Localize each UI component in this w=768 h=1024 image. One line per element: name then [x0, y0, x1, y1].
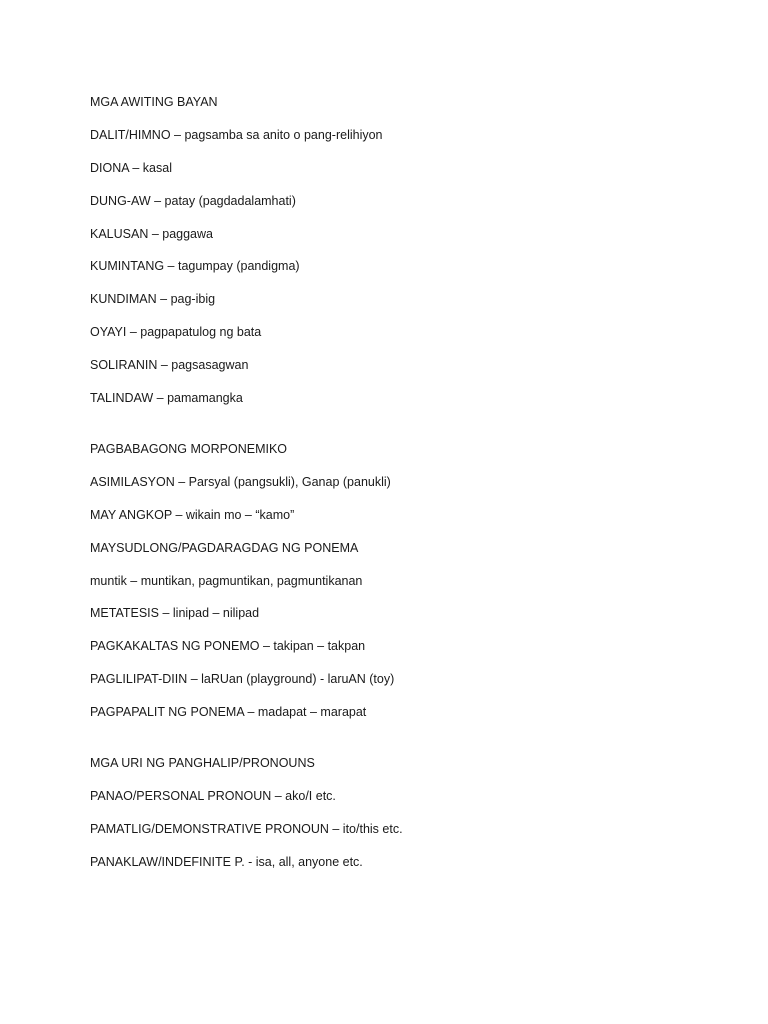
- section-heading: MGA AWITING BAYAN: [90, 95, 218, 109]
- section-heading: PAGBABAGONG MORPONEMIKO: [90, 442, 288, 457]
- list-item: PAGKAKALTAS NG PONEMO – takipan – takpan: [90, 639, 366, 654]
- list-item: METATESIS – linipad – nilipad: [90, 606, 260, 621]
- list-item: SOLIRANIN – pagsasagwan: [90, 358, 249, 373]
- list-item: TALINDAW – pamamangka: [90, 391, 243, 406]
- section-awiting-bayan: [90, 93, 730, 407]
- list-item: PANAKLAW/INDEFINITE P. - isa, all, anyone etc.: [90, 854, 363, 869]
- list-item: MAYSUDLONG/PAGDARAGDAG NG PONEMA: [90, 540, 359, 555]
- list-item: DALIT/HIMNO – pagsamba sa anito o pang-relihiyon: [90, 127, 383, 142]
- list-item: PANAO/PERSONAL PRONOUN – ako/I etc.: [90, 789, 336, 804]
- list-item: OYAYI – pagpapatulog ng bata: [90, 325, 262, 340]
- document-content: [90, 93, 730, 886]
- list-item: KUNDIMAN – pag-ibig: [90, 292, 216, 307]
- list-item: muntik – muntikan, pagmuntikan, pagmuntikanan: [90, 573, 363, 588]
- list-item: DUNG-AW – patay (pagdadalamhati): [90, 193, 296, 208]
- section-pagbabagong-morponemiko: [90, 440, 730, 721]
- list-item: ASIMILASYON – Parsyal (pangsukli), Ganap (panukli): [90, 474, 391, 489]
- list-item: PAMATLIG/DEMONSTRATIVE PRONOUN – ito/this etc.: [90, 821, 403, 836]
- list-item: PAGLILIPAT-DIIN – laRUan (playground) - laruAN (toy): [90, 672, 395, 687]
- list-item: DIONA – kasal: [90, 160, 172, 175]
- list-item: KALUSAN – paggawa: [90, 226, 213, 241]
- list-item: KUMINTANG – tagumpay (pandigma): [90, 259, 300, 274]
- list-item: PAGPAPALIT NG PONEMA – madapat – marapat: [90, 705, 367, 720]
- section-uri-ng-panghalip: [90, 754, 730, 871]
- section-heading: MGA URI NG PANGHALIP/PRONOUNS: [90, 756, 315, 771]
- list-item: MAY ANGKOP – wikain mo – “kamo”: [90, 507, 295, 522]
